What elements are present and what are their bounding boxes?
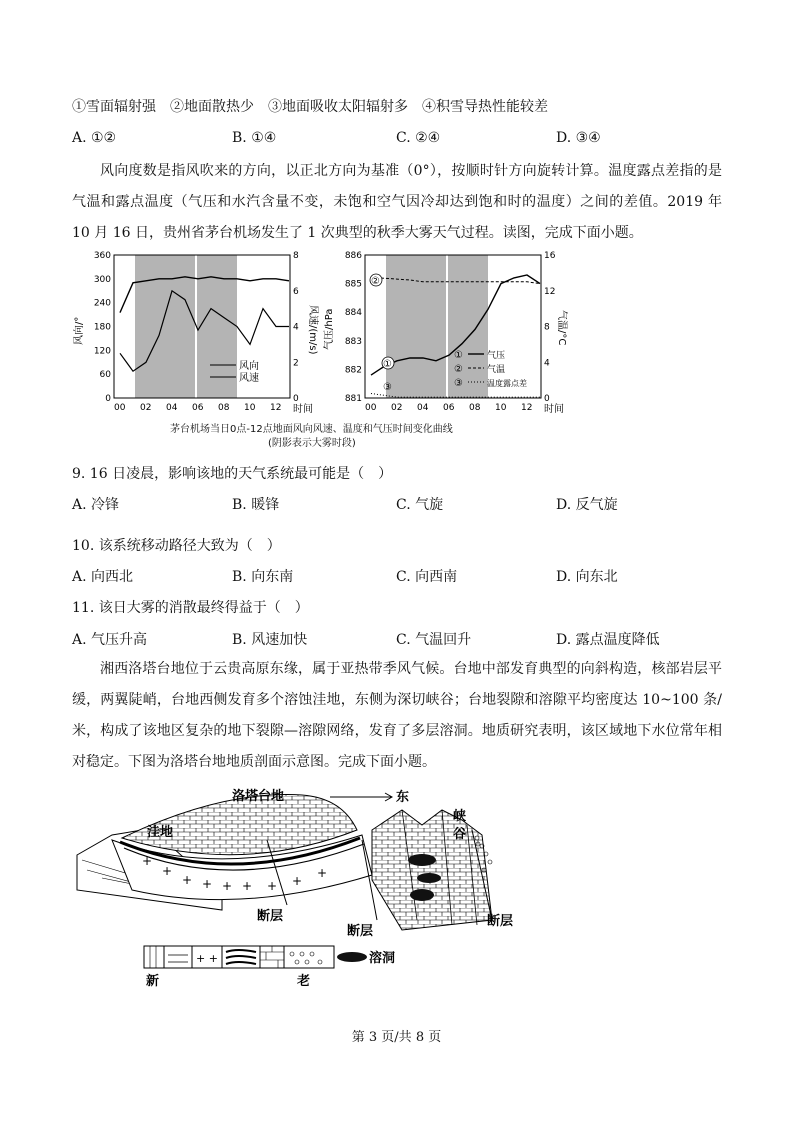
cave-2: [417, 873, 441, 883]
x-tick-label: 06: [443, 403, 455, 413]
legend-dewpoint-depression: 温度露点差: [487, 379, 527, 388]
y-tick-label: 0: [105, 394, 111, 404]
depression-label: 洼地: [147, 825, 174, 840]
left-x-label: 时间: [293, 404, 313, 415]
x-tick-label: 12: [521, 403, 533, 413]
svg-text:+: +: [267, 879, 278, 893]
q9-option-d[interactable]: D. 反气旋: [556, 497, 618, 513]
gorge-label-2: 谷: [453, 827, 467, 842]
q9-option-b[interactable]: B. 暖锋: [232, 497, 280, 513]
fault-label-1: 断层: [257, 909, 284, 924]
fog-shade-3: [386, 255, 446, 398]
legend-wind-speed: 风速: [239, 373, 259, 384]
svg-text:+: +: [242, 879, 253, 893]
svg-text:+: +: [222, 879, 233, 893]
marker-3: ③: [383, 382, 392, 393]
y-tick-label: 360: [93, 251, 111, 261]
y-tick-label: 886: [344, 251, 362, 261]
y-tick-label: 884: [344, 308, 362, 319]
legend-num-3: ③: [454, 378, 463, 389]
fault-label-2: 断层: [347, 924, 374, 939]
y-tick-label: 885: [344, 279, 362, 290]
legend-new-label: 新: [146, 974, 160, 989]
svg-text:+: +: [162, 864, 173, 878]
q8-option-d[interactable]: D. ③④: [556, 130, 601, 146]
east-arrow: [330, 793, 392, 801]
fog-shade-4: [448, 255, 488, 398]
q11-stem: 11. 该日大雾的消散最终得益于（ ）: [72, 600, 309, 616]
legend-cave-label: 溶洞: [369, 951, 396, 966]
y2-tick-label: 16: [544, 251, 556, 261]
svg-text:+: +: [142, 854, 153, 868]
chart-right: [323, 251, 568, 415]
gorge-label-1: 峡: [453, 809, 467, 824]
q9-option-a[interactable]: A. 冷锋: [72, 497, 120, 513]
stratum-legend: [144, 946, 367, 968]
q10-stem: 10. 该系统移动路径大致为（ ）: [72, 538, 281, 554]
x-tick-label: 08: [469, 403, 481, 413]
y-tick-label: 240: [93, 298, 111, 309]
q8-option-c[interactable]: C. ②④: [396, 130, 441, 146]
east-label: 东: [396, 790, 410, 805]
x-tick-label: 08: [218, 403, 230, 413]
chart-caption-2: (阴影表示大雾时段): [268, 438, 356, 449]
svg-text:+: +: [317, 866, 328, 880]
marker-2: ②: [371, 276, 380, 287]
y-tick-label: 883: [344, 336, 362, 347]
q10-option-a[interactable]: A. 向西北: [72, 569, 134, 585]
passage-fog: 风向度数是指风吹来的方向，以正北方向为基准（0°），按顺时针方向旋转计算。温度露点差指的是气温和露点温度（气压和水汽含量不变，未饱和空气因冷却达到饱和时的温度）之间的差值。2019 年 10 月 16 日，贵州省茅台机场发生了 1 次典型的秋季大雾天气过程。读图，完成下面小题。: [72, 163, 722, 241]
svg-text:+ +: + +: [196, 952, 218, 965]
x-tick-label: 00: [365, 403, 377, 413]
q11-option-d[interactable]: D. 露点温度降低: [556, 632, 660, 648]
page-footer: 第 3 页/共 8 页: [351, 1030, 442, 1045]
x-tick-label: 12: [270, 403, 282, 413]
right-y-label: 气压/hPa: [324, 308, 335, 350]
y2-tick-label: 6: [293, 286, 299, 297]
geologic-section-diagram: [72, 780, 532, 995]
q11-option-c[interactable]: C. 气温回升: [396, 632, 472, 648]
svg-text:+: +: [202, 877, 213, 891]
y-tick-label: 180: [93, 322, 111, 333]
legend-pressure: 气压: [487, 351, 506, 361]
svg-text:+: +: [292, 874, 303, 888]
y2-tick-label: 4: [293, 322, 299, 333]
y2-tick-label: 12: [544, 286, 556, 297]
right-y2-label: 气温/°C: [556, 310, 567, 346]
y2-tick-label: 8: [544, 322, 550, 333]
y-tick-label: 60: [99, 370, 111, 381]
y2-tick-label: 4: [544, 358, 550, 369]
y2-tick-label: 0: [293, 394, 299, 404]
x-tick-label: 02: [140, 403, 152, 413]
q11-option-b[interactable]: B. 风速加快: [232, 632, 308, 648]
q10-option-d[interactable]: D. 向东北: [556, 569, 618, 585]
plateau-title: 洛塔台地: [232, 789, 285, 804]
chart-left: [72, 251, 320, 415]
legend-temperature: 气温: [487, 365, 506, 375]
marker-1: ①: [383, 359, 392, 370]
legend-num-2: ②: [454, 364, 463, 375]
chart-caption-1: 茅台机场当日0点-12点地面风向风速、温度和气压时间变化曲线: [170, 424, 453, 435]
y-tick-label: 120: [93, 346, 111, 357]
left-y2-label: 风速/(m/s): [307, 305, 318, 355]
q8-items: ①雪面辐射强 ②地面散热少 ③地面吸收太阳辐射多 ④积雪导热性能较差: [72, 99, 548, 115]
q9-option-c[interactable]: C. 气旋: [396, 497, 444, 513]
x-tick-label: 00: [114, 403, 126, 413]
x-tick-label: 06: [192, 403, 204, 413]
legend-num-1: ①: [454, 350, 463, 361]
y-tick-label: 882: [344, 365, 362, 376]
y2-tick-label: 2: [293, 358, 299, 369]
y-tick-label: 881: [344, 394, 362, 404]
y2-tick-label: 0: [544, 394, 550, 404]
y-tick-label: 300: [93, 274, 111, 285]
fault-label-3: 断层: [487, 914, 514, 929]
q9-stem: 9. 16 日凌晨，影响该地的天气系统最可能是（ ）: [72, 466, 393, 482]
weather-charts: [70, 250, 580, 420]
q11-option-a[interactable]: A. 气压升高: [72, 632, 148, 648]
q10-option-c[interactable]: C. 向西南: [396, 569, 458, 585]
x-tick-label: 04: [417, 403, 429, 413]
x-tick-label: 02: [391, 403, 403, 413]
right-strata: [372, 810, 492, 930]
q8-option-a[interactable]: A. ①②: [72, 130, 117, 146]
x-tick-label: 10: [495, 403, 507, 413]
cave-3: [410, 889, 434, 901]
q10-option-b[interactable]: B. 向东南: [232, 569, 294, 585]
q8-option-b[interactable]: B. ①④: [232, 130, 277, 146]
svg-text:+: +: [182, 873, 193, 887]
right-x-label: 时间: [544, 404, 564, 415]
legend-wind-direction: 风向: [239, 361, 259, 372]
passage-luota: 湘西洛塔台地位于云贵高原东缘，属于亚热带季风气候。台地中部发育典型的向斜构造，核部岩层平缓，两翼陡峭，台地西侧发育多个溶蚀洼地，东侧为深切峡谷；台地裂隙和溶隙平均密度达 10~100 条/米，构成了该地区复杂的地下裂隙—溶隙网络，发育了多层溶洞。地质研究表明，该区域地下水位常年相对稳定。下图为洛塔台地地质剖面示意图。完成下面小题。: [72, 661, 722, 770]
cave-1: [408, 854, 436, 866]
x-tick-label: 04: [166, 403, 178, 413]
legend-old-label: 老: [297, 974, 311, 989]
x-tick-label: 10: [244, 403, 256, 413]
y2-tick-label: 8: [293, 251, 299, 261]
left-y-label: 风向/°: [74, 316, 85, 345]
